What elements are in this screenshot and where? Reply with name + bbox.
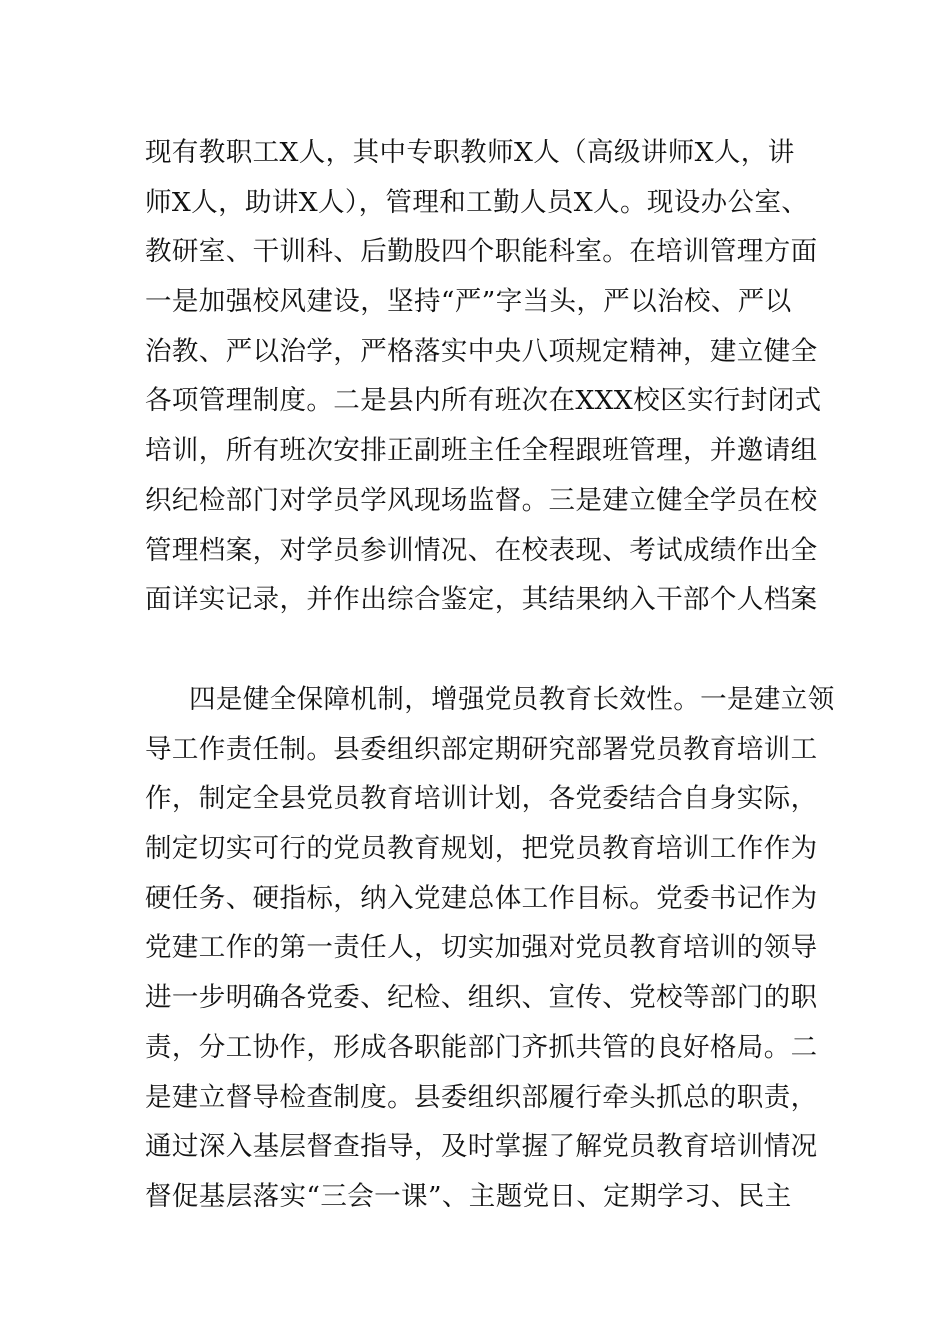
text-line: 进一步明确各党委、纪检、组织、宣传、党校等部门的职	[145, 982, 818, 1014]
text-line-first-indented: 四是健全保障机制，增强党员教育长效性。一是建立领	[189, 684, 835, 715]
paragraph-guarantee-mechanism	[145, 675, 835, 1222]
text-line: 织纪检部门对学员学风现场监督。三是建立健全学员在校	[145, 484, 818, 516]
text-line: 制定切实可行的党员教育规划，把党员教育培训工作作为	[145, 833, 818, 865]
text-line: 一是加强校风建设，坚持“严”字当头，严以治校、严以	[145, 286, 792, 318]
text-line: 治教、严以治学，严格落实中央八项规定精神，建立健全	[145, 335, 818, 367]
text-line: 师X人，助讲X人），管理和工勤人员X人。现设办公室、	[145, 186, 809, 218]
text-line: 硬任务、硬指标，纳入党建总体工作目标。党委书记作为	[145, 882, 818, 914]
text-line: 督促基层落实“三会一课”、主题党日、定期学习、民主	[145, 1180, 792, 1212]
text-line: 导工作责任制。县委组织部定期研究部署党员教育培训工	[145, 733, 818, 765]
paragraph-training-management	[145, 128, 825, 625]
text-line: 教研室、干训科、后勤股四个职能科室。在培训管理方面	[145, 236, 818, 268]
text-line: 面详实记录，并作出综合鉴定，其结果纳入干部个人档案	[145, 584, 818, 616]
text-line: 管理档案，对学员参训情况、在校表现、考试成绩作出全	[145, 534, 818, 566]
text-line: 各项管理制度。二是县内所有班次在XXX校区实行封闭式	[145, 385, 822, 417]
text-line: 作，制定全县党员教育培训计划，各党委结合自身实际，	[145, 783, 818, 815]
text-line: 现有教职工X人，其中专职教师X人（高级讲师X人，讲	[145, 137, 795, 168]
text-line: 责，分工协作，形成各职能部门齐抓共管的良好格局。二	[145, 1031, 818, 1063]
text-line: 党建工作的第一责任人，切实加强对党员教育培训的领导	[145, 932, 818, 964]
text-line: 是建立督导检查制度。县委组织部履行牵头抓总的职责，	[145, 1081, 818, 1113]
text-line: 通过深入基层督查指导，及时掌握了解党员教育培训情况	[145, 1131, 818, 1163]
text-line: 培训，所有班次安排正副班主任全程跟班管理，并邀请组	[145, 435, 818, 467]
